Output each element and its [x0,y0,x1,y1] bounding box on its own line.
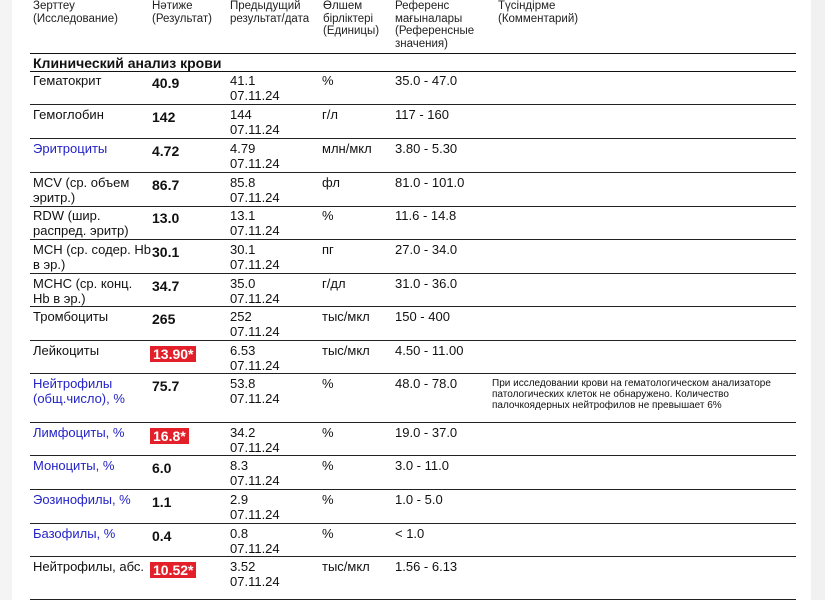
test-name: Нейтрофилы, абс. [33,559,145,574]
previous-date: 07.11.24 [230,357,280,373]
previous-result [230,209,320,238]
row-divider [30,523,796,524]
row-divider [30,273,796,274]
result-value-abnormal: 13.90* [150,346,196,362]
unit: пг [322,242,334,257]
header-reference: Референс мағыналары (Референсные значения) [395,0,475,50]
reference-range: 1.0 - 5.0 [395,492,443,507]
result-value: 30.1 [152,244,180,260]
reference-range: 1.56 - 6.13 [395,559,458,574]
reference-range: 3.80 - 5.30 [395,141,458,156]
table-row [30,491,796,524]
previous-result [230,560,320,589]
previous-result [230,527,320,556]
row-divider [30,239,796,240]
result-value: 86.7 [152,177,180,193]
table-row [30,558,796,600]
header-comment: Түсіндірме (Комментарий) [498,0,579,25]
table-row [30,174,796,207]
result-value: 6.0 [152,460,172,476]
test-name-link[interactable]: Нейтрофилы (общ.число), % [33,376,125,406]
previous-result [230,142,320,171]
row-divider [30,172,796,173]
table-row [30,424,796,456]
test-name-link[interactable]: Моноциты, % [33,458,115,473]
reference-range: 117 - 160 [395,107,449,122]
previous-value: 85.8 [230,175,256,190]
previous-date: 07.11.24 [230,573,280,589]
previous-result [230,344,320,373]
result-value-abnormal: 16.8* [150,428,189,444]
header-units: Өлшем бірліктері (Единицы) [323,0,380,37]
reference-range: 19.0 - 37.0 [395,425,458,440]
row-divider [30,104,796,105]
previous-value: 2.9 [230,492,249,507]
previous-value: 4.79 [230,141,256,156]
reference-range: 150 - 400 [395,309,450,324]
reference-range: 27.0 - 34.0 [395,242,458,257]
previous-date: 07.11.24 [230,222,280,238]
table-row [30,72,796,105]
previous-result [230,176,320,205]
unit: % [322,73,334,88]
comment: При исследовании крови на гематологическом анализаторе патологических клеток не обнаружено. Количество палочкоядерных нейтрофилов не превышает 6% [492,378,771,411]
row-divider [30,556,796,557]
test-name-link[interactable]: Эозинофилы, % [33,492,131,507]
previous-value: 34.2 [230,425,256,440]
row-divider [30,306,796,307]
test-name-link[interactable]: Лимфоциты, % [33,425,125,440]
result-value: 1.1 [152,494,172,510]
header-result: Нәтиже (Результат) [152,0,212,25]
result-value-abnormal: 10.52* [150,562,196,578]
reference-range: 31.0 - 36.0 [395,276,458,291]
unit: г/л [322,107,338,122]
table-header [0,0,825,52]
test-name: Гемоглобин [33,107,104,122]
test-name: Гематокрит [33,73,102,88]
unit: % [322,425,334,440]
reference-range: 81.0 - 101.0 [395,175,465,190]
previous-value: 252 [230,309,252,324]
previous-date: 07.11.24 [230,290,280,306]
previous-date: 07.11.24 [230,155,280,171]
previous-value: 0.8 [230,526,249,541]
unit: % [322,492,334,507]
table-row [30,241,796,274]
previous-date: 07.11.24 [230,540,280,556]
reference-range: < 1.0 [395,526,425,541]
previous-result [230,377,320,406]
table-row [30,342,796,374]
previous-date: 07.11.24 [230,189,280,205]
previous-result [230,493,320,522]
unit: % [322,526,334,541]
table-row [30,525,796,557]
test-name-link[interactable]: Эритроциты [33,141,108,156]
previous-result [230,277,320,306]
result-value: 13.0 [152,210,180,226]
row-divider [30,489,796,490]
previous-value: 53.8 [230,376,256,391]
result-value: 265 [152,311,176,327]
table-row [30,106,796,139]
unit: тыс/мкл [322,559,370,574]
result-value: 4.72 [152,143,180,159]
test-name: Лейкоциты [33,343,100,358]
table-row [30,457,796,490]
previous-date: 07.11.24 [230,439,280,455]
previous-value: 144 [230,107,252,122]
unit: % [322,458,334,473]
result-value: 75.7 [152,378,180,394]
unit: тыс/мкл [322,343,370,358]
row-divider [30,422,796,423]
previous-result [230,74,320,103]
previous-result [230,108,320,137]
previous-value: 8.3 [230,458,249,473]
table-row [30,375,796,423]
unit: млн/мкл [322,141,372,156]
previous-date: 07.11.24 [230,256,280,272]
reference-range: 4.50 - 11.00 [395,343,464,358]
previous-value: 3.52 [230,559,256,574]
previous-date: 07.11.24 [230,506,280,522]
test-name: MCHC (ср. конц. Hb в эр.) [33,276,133,306]
reference-range: 11.6 - 14.8 [395,208,457,223]
table-row [30,308,796,341]
header-previous: Предыдущий результат/дата [230,0,310,25]
previous-result [230,426,320,455]
unit: тыс/мкл [322,309,370,324]
test-name: RDW (шир. распред. эритр) [33,208,129,238]
previous-value: 6.53 [230,343,256,358]
previous-value: 30.1 [230,242,256,257]
previous-result [230,459,320,488]
row-divider [30,455,796,456]
left-margin [0,0,12,600]
row-divider [30,138,796,139]
result-value: 0.4 [152,528,172,544]
unit: г/дл [322,276,346,291]
result-value: 40.9 [152,75,180,91]
section-title: Клинический анализ крови [33,55,222,71]
result-value: 34.7 [152,278,180,294]
previous-result [230,243,320,272]
table-row [30,275,796,307]
reference-range: 48.0 - 78.0 [395,376,458,391]
reference-range: 35.0 - 47.0 [395,73,458,88]
right-margin [811,0,825,600]
unit: % [322,376,334,391]
table-row [30,207,796,240]
previous-result [230,310,320,339]
previous-date: 07.11.24 [230,390,280,406]
unit: % [322,208,334,223]
test-name-link[interactable]: Базофилы, % [33,526,116,541]
previous-value: 41.1 [230,73,256,88]
row-divider [30,340,796,341]
row-divider [30,373,796,374]
previous-date: 07.11.24 [230,87,280,103]
previous-date: 07.11.24 [230,472,280,488]
reference-range: 3.0 - 11.0 [395,458,449,473]
previous-date: 07.11.24 [230,323,280,339]
unit: фл [322,175,340,190]
previous-date: 07.11.24 [230,121,280,137]
header-study: Зерттеу (Исследование) [33,0,118,25]
test-name: MCV (ср. объем эритр.) [33,175,130,205]
previous-value: 35.0 [230,276,256,291]
test-name: MCH (ср. содер. Hb в эр.) [33,242,151,272]
header-divider [30,53,796,54]
result-value: 142 [152,109,176,125]
previous-value: 13.1 [230,208,256,223]
test-name: Тромбоциты [33,309,109,324]
table-row [30,140,796,173]
